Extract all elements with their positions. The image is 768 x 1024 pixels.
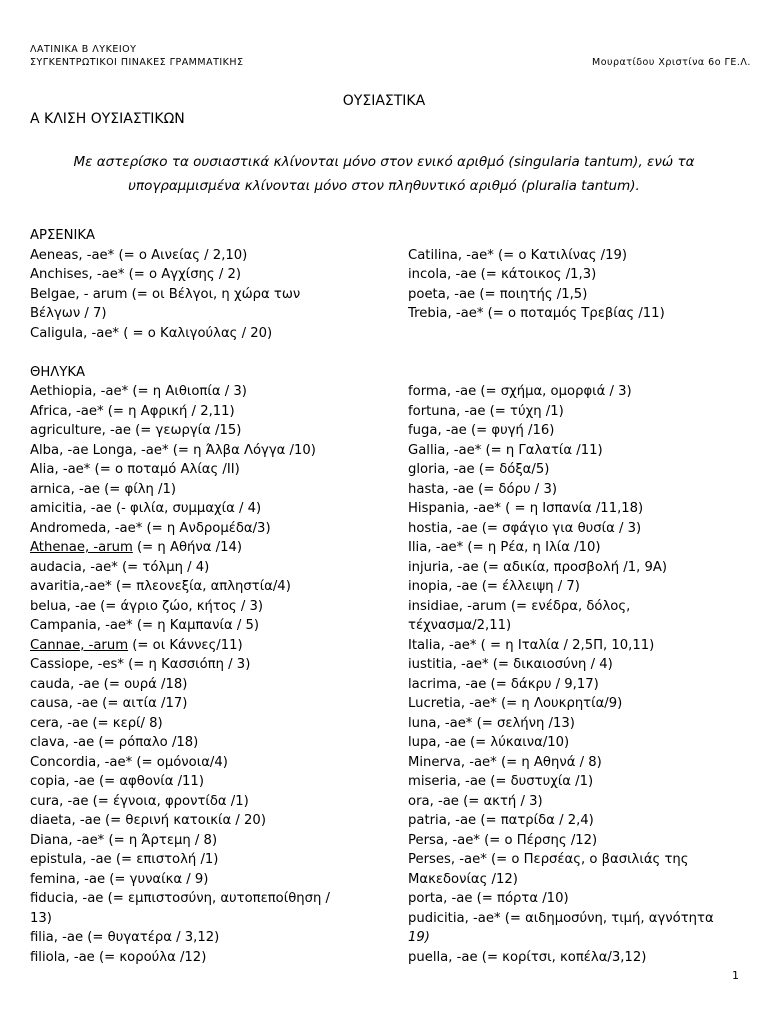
entry-lemma: Alia bbox=[30, 462, 55, 477]
entry-definition: , -ae* (= η Λουκρητία/9) bbox=[460, 696, 623, 711]
vocabulary-entry bbox=[30, 928, 365, 948]
entry-lemma: iustitia bbox=[408, 657, 453, 672]
entry-lemma: Diana bbox=[30, 832, 69, 848]
vocabulary-entry bbox=[408, 636, 738, 656]
vocabulary-entry bbox=[408, 889, 738, 909]
entry-lemma: cera bbox=[30, 715, 59, 731]
entry-definition: , -ae (= πόρτα /10) bbox=[443, 891, 569, 906]
vocabulary-entry bbox=[30, 402, 365, 422]
vocabulary-entry bbox=[30, 499, 365, 519]
entry-definition: , -ae (= κορίτσι, κοπέλα/3,12) bbox=[448, 949, 647, 965]
entry-definition: , -ae* (= η Αθηνά / 8) bbox=[460, 754, 602, 770]
entry-definition: , -ae* (= η Αφρική / 2,11) bbox=[67, 403, 235, 419]
entry-definition: , -ae* (= η Ρέα, η Ιλία /10) bbox=[427, 540, 601, 555]
right-column bbox=[408, 226, 738, 967]
section-heading-masculine: ΑΡΣΕΝΙΚΑ bbox=[30, 228, 96, 243]
entry-definition: 19) bbox=[408, 930, 430, 945]
vocabulary-entry bbox=[408, 948, 738, 968]
vocabulary-entry bbox=[30, 577, 365, 597]
vocabulary-entry bbox=[30, 655, 365, 675]
vocabulary-entry bbox=[408, 753, 738, 773]
entry-lemma: arnica bbox=[30, 481, 71, 497]
vocabulary-entry bbox=[30, 948, 365, 968]
entry-lemma: Minerva bbox=[408, 754, 461, 770]
entry-definition: , -ae (= έγνοια, φροντίδα /1) bbox=[59, 793, 249, 809]
entry-lemma: Concordia bbox=[30, 754, 97, 770]
entry-lemma: luna bbox=[408, 715, 437, 731]
entry-lemma: Andromeda bbox=[30, 520, 107, 536]
entry-definition: , -ae (= δάκρυ / 9,17) bbox=[457, 676, 599, 692]
entry-lemma: hasta bbox=[408, 481, 445, 497]
entry-lemma: Gallia bbox=[408, 442, 446, 458]
vocabulary-entry bbox=[30, 324, 365, 344]
entry-definition: , -ae* ( = η Ιταλία / 2,5Π, 10,11) bbox=[440, 637, 655, 653]
vocabulary-entry bbox=[408, 675, 738, 695]
entry-definition: , -ae (= εμπιστοσύνη, αυτοπεποίθηση / bbox=[74, 891, 330, 906]
entry-definition: , -ae (= τύχη /1) bbox=[456, 403, 564, 419]
entry-definition: , -ae (= δυστυχία /1) bbox=[456, 774, 594, 789]
header-course-title: ΛΑΤΙΝΙΚΑ Β ΛΥΚΕΙΟΥ bbox=[30, 44, 137, 55]
vocabulary-entry bbox=[30, 597, 365, 617]
vocabulary-entry bbox=[30, 480, 365, 500]
vocabulary-entry bbox=[30, 850, 365, 870]
vocabulary-entry bbox=[408, 265, 738, 285]
entry-definition: , -ae (= άγριο ζώο, κήτος / 3) bbox=[66, 598, 264, 614]
entry-lemma: agriculture bbox=[30, 423, 102, 438]
entry-definition: , -ae* ( = η Ισπανία /11,18) bbox=[465, 501, 644, 516]
entry-lemma: lupa bbox=[408, 735, 437, 750]
vocabulary-entry bbox=[408, 402, 738, 422]
entry-definition: , -ae (= έλλειψη / 7) bbox=[448, 579, 580, 594]
entry-definition: , -ae* (= τόλμη / 4) bbox=[81, 559, 210, 575]
page-number: 1 bbox=[732, 969, 739, 982]
entry-lemma: gloria bbox=[408, 462, 446, 477]
vocabulary-entry bbox=[30, 636, 365, 656]
vocabulary-entry bbox=[30, 421, 365, 441]
entry-definition: , -ae (= θυγατέρα / 3,12) bbox=[53, 930, 220, 945]
entry-lemma: puella bbox=[408, 949, 449, 965]
entry-definition: Βέλγων / 7) bbox=[30, 306, 107, 321]
vocabulary-entry bbox=[408, 519, 738, 539]
vocabulary-entry bbox=[408, 460, 738, 480]
section-subtitle: Α ΚΛΙΣΗ ΟΥΣΙΑΣΤΙΚΩΝ bbox=[30, 111, 185, 127]
section-heading-feminine: ΘΗΛΥΚΑ bbox=[30, 364, 86, 380]
entry-definition: , -ae* (= ο ποταμός Τρεβίας /11) bbox=[447, 306, 665, 321]
entry-definition: τέχνασμα/2,11) bbox=[408, 618, 512, 633]
entry-definition: , -ae* (= ο Κατιλίνας /19) bbox=[457, 247, 628, 263]
entry-lemma: Cassiope bbox=[30, 657, 90, 672]
entry-lemma: poeta bbox=[408, 286, 446, 302]
entry-definition: , -arum (= ενέδρα, δόλος, bbox=[458, 598, 631, 614]
vocabulary-entry bbox=[30, 285, 365, 305]
vocabulary-entry bbox=[408, 499, 738, 519]
entry-definition: (= οι Κάννες/11) bbox=[128, 637, 243, 653]
entry-lemma: forma bbox=[408, 384, 447, 399]
entry-definition: , -ae* (= σελήνη /13) bbox=[436, 715, 575, 731]
entry-lemma: Italia bbox=[408, 637, 441, 653]
vocabulary-entry bbox=[408, 480, 738, 500]
entry-lemma: hostia bbox=[408, 520, 449, 536]
entry-lemma: porta bbox=[408, 891, 444, 906]
entry-lemma: Anchises bbox=[30, 267, 89, 282]
vocabulary-entry bbox=[408, 870, 738, 890]
vocabulary-entry bbox=[30, 382, 365, 402]
entry-lemma: Hispania bbox=[408, 501, 466, 516]
entry-definition: , -ae (= δόρυ / 3) bbox=[444, 481, 557, 497]
entry-lemma: Campania bbox=[30, 618, 97, 633]
entry-lemma: avaritia bbox=[30, 579, 80, 594]
entry-definition: , -ae* (= ο Πέρσης /12) bbox=[443, 832, 598, 848]
vocabulary-entry bbox=[408, 909, 738, 929]
entry-definition: , -ae (- φιλία, συμμαχία / 4) bbox=[82, 501, 262, 516]
entry-definition: 13) bbox=[30, 910, 52, 926]
entry-definition: , -ae (= ουρά /18) bbox=[70, 676, 188, 692]
entry-lemma: belua bbox=[30, 598, 67, 614]
entry-definition: , -ae* (= ο Αγχίσης / 2) bbox=[88, 267, 242, 282]
entry-definition: , -ae (= αιτία /17) bbox=[68, 696, 188, 711]
entry-lemma: Caligula bbox=[30, 325, 84, 341]
feminine-list-right bbox=[408, 382, 738, 967]
entry-lemma: femina bbox=[30, 871, 76, 887]
vocabulary-entry bbox=[30, 460, 365, 480]
entry-lemma: fortuna bbox=[408, 403, 457, 419]
entry-definition: , -ae (= σφάγιο για θυσία / 3) bbox=[448, 520, 642, 536]
vocabulary-entry bbox=[408, 577, 738, 597]
entry-lemma: cauda bbox=[30, 676, 71, 692]
intro-line-1: Με αστερίσκο τα ουσιαστικά κλίνονται μόνο στον ενικό αριθμό (singularia tantum), ενώ τα bbox=[73, 154, 695, 170]
entry-definition: , -ae* (= η Καμπανία / 5) bbox=[96, 618, 260, 633]
entry-definition: , -ae (= επιστολή /1) bbox=[82, 852, 219, 867]
entry-definition: , -ae* (= αιδημοσύνη, τιμή, αγνότητα bbox=[464, 910, 714, 926]
intro-note bbox=[40, 150, 728, 198]
entry-lemma: Cannae, -arum bbox=[30, 637, 129, 653]
header-author: Μουρατίδου Χριστίνα 6ο ΓΕ.Λ. bbox=[592, 57, 751, 68]
vocabulary-entry bbox=[408, 811, 738, 831]
entry-definition: , -ae* (= η Ανδρομέδα/3) bbox=[106, 520, 271, 536]
entry-lemma: Belgae bbox=[30, 286, 76, 302]
vocabulary-entry bbox=[30, 558, 365, 578]
vocabulary-entry bbox=[408, 285, 738, 305]
entry-definition: , -ae* (= ομόνοια/4) bbox=[96, 754, 228, 770]
vocabulary-entry bbox=[30, 753, 365, 773]
entry-lemma: audacia bbox=[30, 559, 82, 575]
vocabulary-entry bbox=[408, 714, 738, 734]
document-header-left bbox=[30, 43, 244, 69]
vocabulary-entry bbox=[408, 558, 738, 578]
vocabulary-entry bbox=[30, 889, 365, 909]
entry-definition: , -ae* (= δικαιοσύνη / 4) bbox=[452, 657, 613, 672]
entry-lemma: amicitia bbox=[30, 501, 83, 516]
entry-lemma: Ilia bbox=[408, 540, 428, 555]
vocabulary-entry bbox=[30, 733, 365, 753]
entry-lemma: epistula bbox=[30, 852, 83, 867]
entry-lemma: Persa bbox=[408, 832, 444, 848]
vocabulary-entry bbox=[30, 909, 365, 929]
vocabulary-entry bbox=[30, 519, 365, 539]
entry-definition: , -ae (= κορούλα /12) bbox=[65, 949, 207, 965]
entry-lemma: causa bbox=[30, 696, 69, 711]
entry-definition: , -ae* (= η Γαλατία /11) bbox=[445, 442, 603, 458]
entry-lemma: ora bbox=[408, 793, 430, 809]
entry-lemma: incola bbox=[408, 267, 448, 282]
vocabulary-entry bbox=[408, 850, 738, 870]
entry-definition: Μακεδονίας /12) bbox=[408, 871, 518, 887]
entry-lemma: fiducia bbox=[30, 891, 75, 906]
vocabulary-entry bbox=[30, 441, 365, 461]
vocabulary-entry bbox=[30, 792, 365, 812]
vocabulary-entry bbox=[408, 792, 738, 812]
vocabulary-entry bbox=[30, 675, 365, 695]
vocabulary-entry bbox=[408, 694, 738, 714]
entry-definition: , -ae (= δόξα/5) bbox=[445, 462, 550, 477]
entry-definition: , -ae (= λύκαινα/10) bbox=[436, 735, 570, 750]
vocabulary-entry bbox=[30, 538, 365, 558]
vocabulary-entry bbox=[30, 694, 365, 714]
masculine-list-left bbox=[30, 246, 365, 344]
entry-definition: , -ae (= γυναίκα / 9) bbox=[75, 871, 209, 887]
entry-lemma: insidiae bbox=[408, 598, 459, 614]
vocabulary-entry bbox=[30, 265, 365, 285]
entry-lemma: Africa bbox=[30, 403, 68, 419]
entry-lemma: cura bbox=[30, 793, 60, 809]
entry-lemma: inopia bbox=[408, 579, 449, 594]
entry-lemma: Lucretia bbox=[408, 696, 461, 711]
vocabulary-entry bbox=[408, 421, 738, 441]
entry-definition: (= η Αθήνα /14) bbox=[132, 540, 243, 555]
vocabulary-entry bbox=[408, 441, 738, 461]
entry-definition: , -ae (= κερί/ 8) bbox=[58, 715, 163, 731]
entry-definition: , -ae (= ρόπαλο /18) bbox=[64, 735, 199, 750]
vocabulary-entry bbox=[30, 811, 365, 831]
entry-lemma: lacrima bbox=[408, 676, 458, 692]
entry-lemma: Aethiopia bbox=[30, 384, 93, 399]
vocabulary-entry bbox=[408, 538, 738, 558]
vocabulary-entry bbox=[408, 772, 738, 792]
vocabulary-entry bbox=[30, 870, 365, 890]
entry-definition: , -ae (= φίλη /1) bbox=[70, 481, 177, 497]
vocabulary-entry bbox=[408, 928, 738, 948]
vocabulary-entry bbox=[30, 772, 365, 792]
entry-lemma: Athenae, -arum bbox=[30, 540, 133, 555]
entry-definition: , - arum (= οι Βέλγοι, η χώρα των bbox=[75, 286, 301, 302]
vocabulary-entry bbox=[408, 597, 738, 617]
entry-lemma: diaeta bbox=[30, 813, 72, 828]
vocabulary-entry bbox=[408, 382, 738, 402]
vocabulary-entry bbox=[408, 733, 738, 753]
vocabulary-entry bbox=[30, 304, 365, 324]
entry-definition: , -ae (= ποιητής /1,5) bbox=[445, 286, 588, 302]
vocabulary-entry bbox=[408, 655, 738, 675]
entry-lemma: clava bbox=[30, 735, 65, 750]
entry-lemma: filia bbox=[30, 930, 54, 945]
entry-definition: , -ae Longa, -ae* (= η Άλβα Λόγγα /10) bbox=[59, 442, 316, 458]
feminine-list-left bbox=[30, 382, 365, 967]
entry-definition: , -ae (= φυγή /16) bbox=[437, 423, 555, 438]
entry-lemma: Perses bbox=[408, 852, 451, 867]
entry-definition: , -ae (= κάτοικος /1,3) bbox=[447, 267, 597, 282]
entry-lemma: Catilina bbox=[408, 247, 458, 263]
entry-definition: ,-ae* (= πλεονεξία, απληστία/4) bbox=[79, 579, 291, 594]
vocabulary-entry bbox=[408, 246, 738, 266]
entry-definition: , -ae (= θερινή κατοικία / 20) bbox=[71, 813, 266, 828]
entry-definition: , -ae* (= ο Περσέας, ο βασιλιάς της bbox=[450, 852, 689, 867]
vocabulary-entry bbox=[30, 831, 365, 851]
entry-definition: , -ae* (= ο Αινείας / 2,10) bbox=[78, 247, 248, 263]
entry-lemma: Alba bbox=[30, 442, 60, 458]
entry-lemma: patria bbox=[408, 813, 447, 828]
vocabulary-entry bbox=[408, 831, 738, 851]
entry-definition: , -ae (= αδικία, προσβολή /1, 9Α) bbox=[449, 559, 668, 575]
entry-lemma: pudicitia bbox=[408, 910, 465, 926]
entry-lemma: miseria bbox=[408, 774, 457, 789]
entry-lemma: Trebia bbox=[408, 306, 448, 321]
entry-lemma: filiola bbox=[30, 949, 66, 965]
entry-definition: , -ae (= ακτή / 3) bbox=[429, 793, 543, 809]
vocabulary-entry bbox=[30, 246, 365, 266]
entry-definition: , -ae (= πατρίδα / 2,4) bbox=[446, 813, 594, 828]
vocabulary-entry bbox=[408, 616, 738, 636]
entry-lemma: Aeneas bbox=[30, 247, 79, 263]
left-column bbox=[30, 226, 365, 967]
entry-definition: , -ae* (= η Άρτεμη / 8) bbox=[68, 832, 218, 848]
entry-definition: , -ae (= γεωργία /15) bbox=[101, 423, 242, 438]
masculine-list-right bbox=[408, 246, 738, 324]
entry-definition: , -ae (= σχήμα, ομορφιά / 3) bbox=[446, 384, 632, 399]
entry-lemma: fuga bbox=[408, 423, 438, 438]
page-title: ΟΥΣΙΑΣΤΙΚΑ bbox=[342, 93, 426, 109]
intro-line-2: υπογραμμισμένα κλίνονται μόνο στον πληθυντικό αριθμό (pluralia tantum). bbox=[128, 178, 640, 194]
header-course-subtitle: ΣΥΓΚΕΝΤΡΩΤΙΚΟΙ ΠΙΝΑΚΕΣ ΓΡΑΜΜΑΤΙΚΗΣ bbox=[30, 57, 244, 68]
entry-lemma: copia bbox=[30, 774, 66, 789]
entry-definition: , -ae (= αφθονία /11) bbox=[65, 774, 204, 789]
vocabulary-entry bbox=[408, 304, 738, 324]
entry-definition: , -ae* ( = ο Καλιγούλας / 20) bbox=[83, 325, 273, 341]
entry-definition: , -es* (= η Κασσιόπη / 3) bbox=[89, 657, 251, 672]
vocabulary-entry bbox=[30, 616, 365, 636]
vocabulary-entry bbox=[30, 714, 365, 734]
entry-definition: , -ae* (= ο ποταμό Αλίας /ΙΙ) bbox=[54, 462, 240, 477]
entry-lemma: injuria bbox=[408, 559, 450, 575]
entry-definition: , -ae* (= η Αιθιοπία / 3) bbox=[92, 384, 247, 399]
